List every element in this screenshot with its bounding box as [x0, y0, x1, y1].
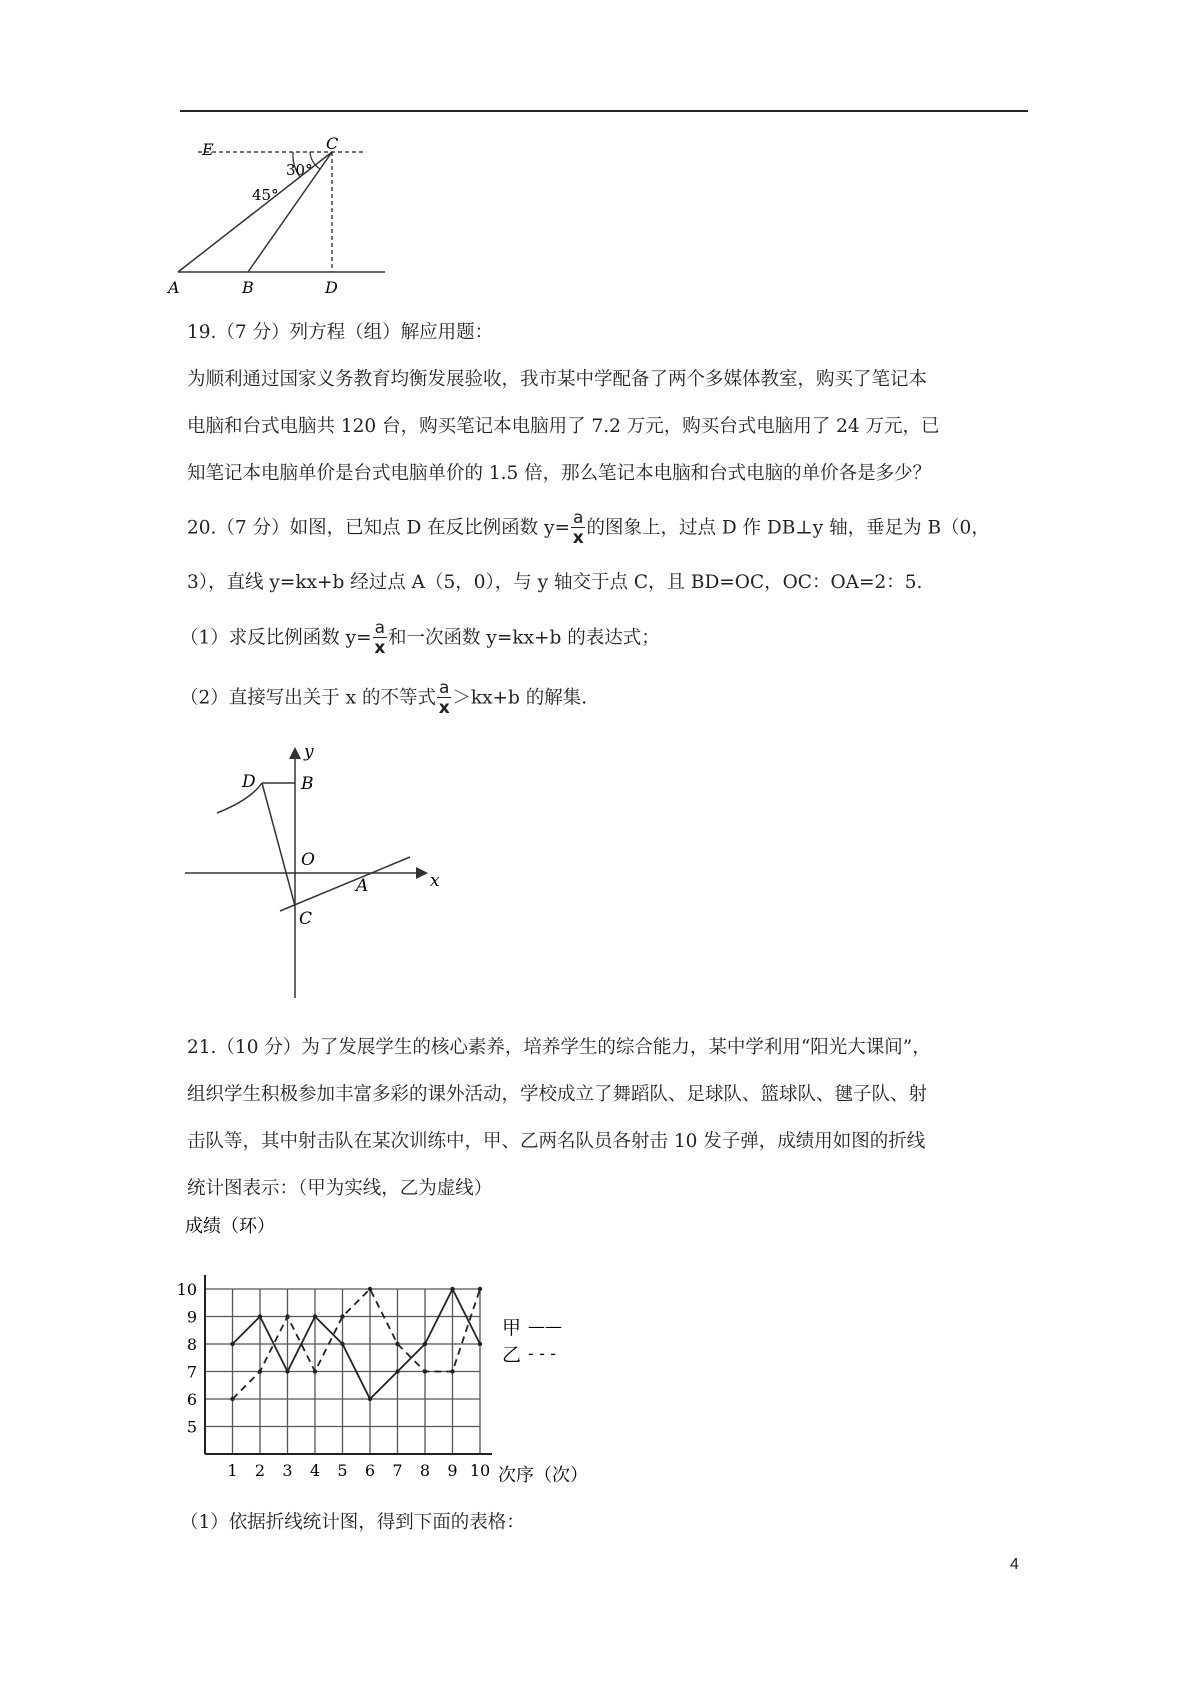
data-point	[450, 1369, 454, 1373]
label-a: A	[168, 278, 180, 297]
q19-line2: 电脑和台式电脑共 120 台，购买笔记本电脑用了 7.2 万元，购买台式电脑用了 24 万元，已	[187, 416, 940, 437]
graph-label-b: B	[301, 774, 314, 794]
data-point	[285, 1314, 289, 1318]
x-tick-label: 8	[419, 1461, 431, 1480]
graph-label-x: x	[430, 871, 440, 891]
data-point	[340, 1314, 344, 1318]
y-tick-label: 7	[186, 1362, 197, 1382]
graph-label-y: y	[304, 742, 314, 762]
x-tick-label: 5	[337, 1461, 348, 1480]
graph-label-o: O	[301, 850, 315, 870]
legend-mark: ——	[528, 1317, 562, 1337]
data-point	[258, 1369, 262, 1373]
data-point	[313, 1369, 317, 1373]
fraction-a-over-x-3: $\frac{a}{x}$	[438, 678, 450, 718]
q20-line1-b: 的图象上，过点 D 作 DB⊥y 轴，垂足为 B（0，	[586, 517, 990, 539]
data-point	[478, 1287, 482, 1291]
y-tick-label: 9	[186, 1307, 197, 1327]
legend-mark: - - -	[528, 1344, 557, 1364]
angle-label-45: 45°	[252, 186, 279, 204]
q21-line2: 组织学生积极参加丰富多彩的课外活动，学校成立了舞蹈队、足球队、篮球队、毽子队、射	[187, 1084, 928, 1105]
x-tick-label: 3	[282, 1461, 293, 1480]
x-tick-label: 4	[309, 1461, 321, 1480]
data-point	[395, 1369, 399, 1373]
graph-label-c: C	[299, 909, 313, 929]
data-point	[258, 1314, 262, 1318]
data-point	[423, 1369, 427, 1373]
y-tick-label: 6	[186, 1390, 197, 1409]
q19-line3: 知笔记本电脑单价是台式电脑单价的 1.5 倍，那么笔记本电脑和台式电脑的单价各是多少？	[187, 463, 932, 484]
q19-line1: 为顺利通过国家义务教育均衡发展验收，我市某中学配备了两个多媒体教室，购买了笔记本	[187, 369, 928, 390]
q21-line4: 统计图表示：（甲为实线，乙为虚线）	[187, 1178, 493, 1199]
legend-label: 乙	[502, 1344, 522, 1366]
label-d: D	[325, 278, 338, 297]
q20-line1-a: 20.（7 分）如图，已知点 D 在反比例函数 y=	[187, 517, 571, 539]
x-tick-label: 2	[254, 1461, 266, 1480]
graph-label-d: D	[242, 772, 256, 792]
data-point	[285, 1369, 289, 1373]
data-point	[313, 1314, 317, 1318]
data-point	[230, 1397, 234, 1401]
x-axis-title: 次序（次）	[498, 1465, 588, 1486]
fraction-a-over-x: $\frac{a}{x}$	[572, 508, 584, 548]
angle-diagram	[160, 135, 420, 300]
x-tick-label: 6	[364, 1461, 376, 1480]
q21-line3: 击队等，其中射击队在某次训练中，甲、乙两名队员各射击 10 发子弹，成绩用如图的折线	[187, 1131, 926, 1152]
y-axis-title: 成绩（环）	[185, 1216, 275, 1237]
shooting-score-line-chart	[176, 1210, 660, 1500]
data-point	[478, 1342, 482, 1346]
x-tick-label: 9	[447, 1461, 458, 1480]
data-point	[423, 1342, 427, 1346]
data-point	[340, 1342, 344, 1346]
coordinate-graph	[180, 742, 460, 1005]
q20-line2: 3），直线 y=kx+b 经过点 A（5，0），与 y 轴交于点 C，且 BD=OC，OC：OA=2：5.	[187, 572, 923, 593]
q21-line1: 21.（10 分）为了发展学生的核心素养，培养学生的综合能力，某中学利用“阳光大课间”，	[187, 1037, 931, 1058]
y-tick-label: 5	[186, 1417, 197, 1437]
x-tick-label: 10	[469, 1461, 491, 1480]
y-tick-label: 10	[176, 1280, 197, 1299]
q20-part2: （2）直接写出关于 x 的不等式 $\frac{a}{x}$ ＞kx+b 的解集.	[180, 678, 588, 718]
legend-label: 甲	[502, 1317, 522, 1339]
data-point	[230, 1342, 234, 1346]
q20-line1	[187, 510, 990, 547]
q19-header: 19.（7 分）列方程（组）解应用题：	[187, 322, 494, 343]
q20-part1: （1）求反比例函数 y= $\frac{a}{x}$ 和一次函数 y=kx+b 的表达式；	[180, 618, 660, 658]
angle-label-30: 30°	[286, 161, 313, 179]
label-c: C	[326, 134, 339, 153]
label-e: E	[202, 140, 214, 159]
q21-sub1: （1）依据折线统计图，得到下面的表格：	[180, 1512, 525, 1533]
fraction-a-over-x-2: $\frac{a}{x}$	[374, 618, 386, 658]
page-number: 4	[1010, 1556, 1019, 1573]
data-point	[395, 1342, 399, 1346]
line-kx-b	[280, 857, 410, 911]
x-tick-label: 7	[392, 1461, 403, 1480]
segment-dc	[262, 783, 295, 906]
x-tick-label: 1	[227, 1461, 238, 1480]
header-rule	[180, 110, 1028, 112]
label-b: B	[242, 278, 254, 297]
data-point	[368, 1287, 372, 1291]
data-point	[368, 1397, 372, 1401]
y-tick-label: 8	[186, 1335, 197, 1354]
graph-label-a: A	[356, 876, 369, 896]
data-point	[450, 1287, 454, 1291]
